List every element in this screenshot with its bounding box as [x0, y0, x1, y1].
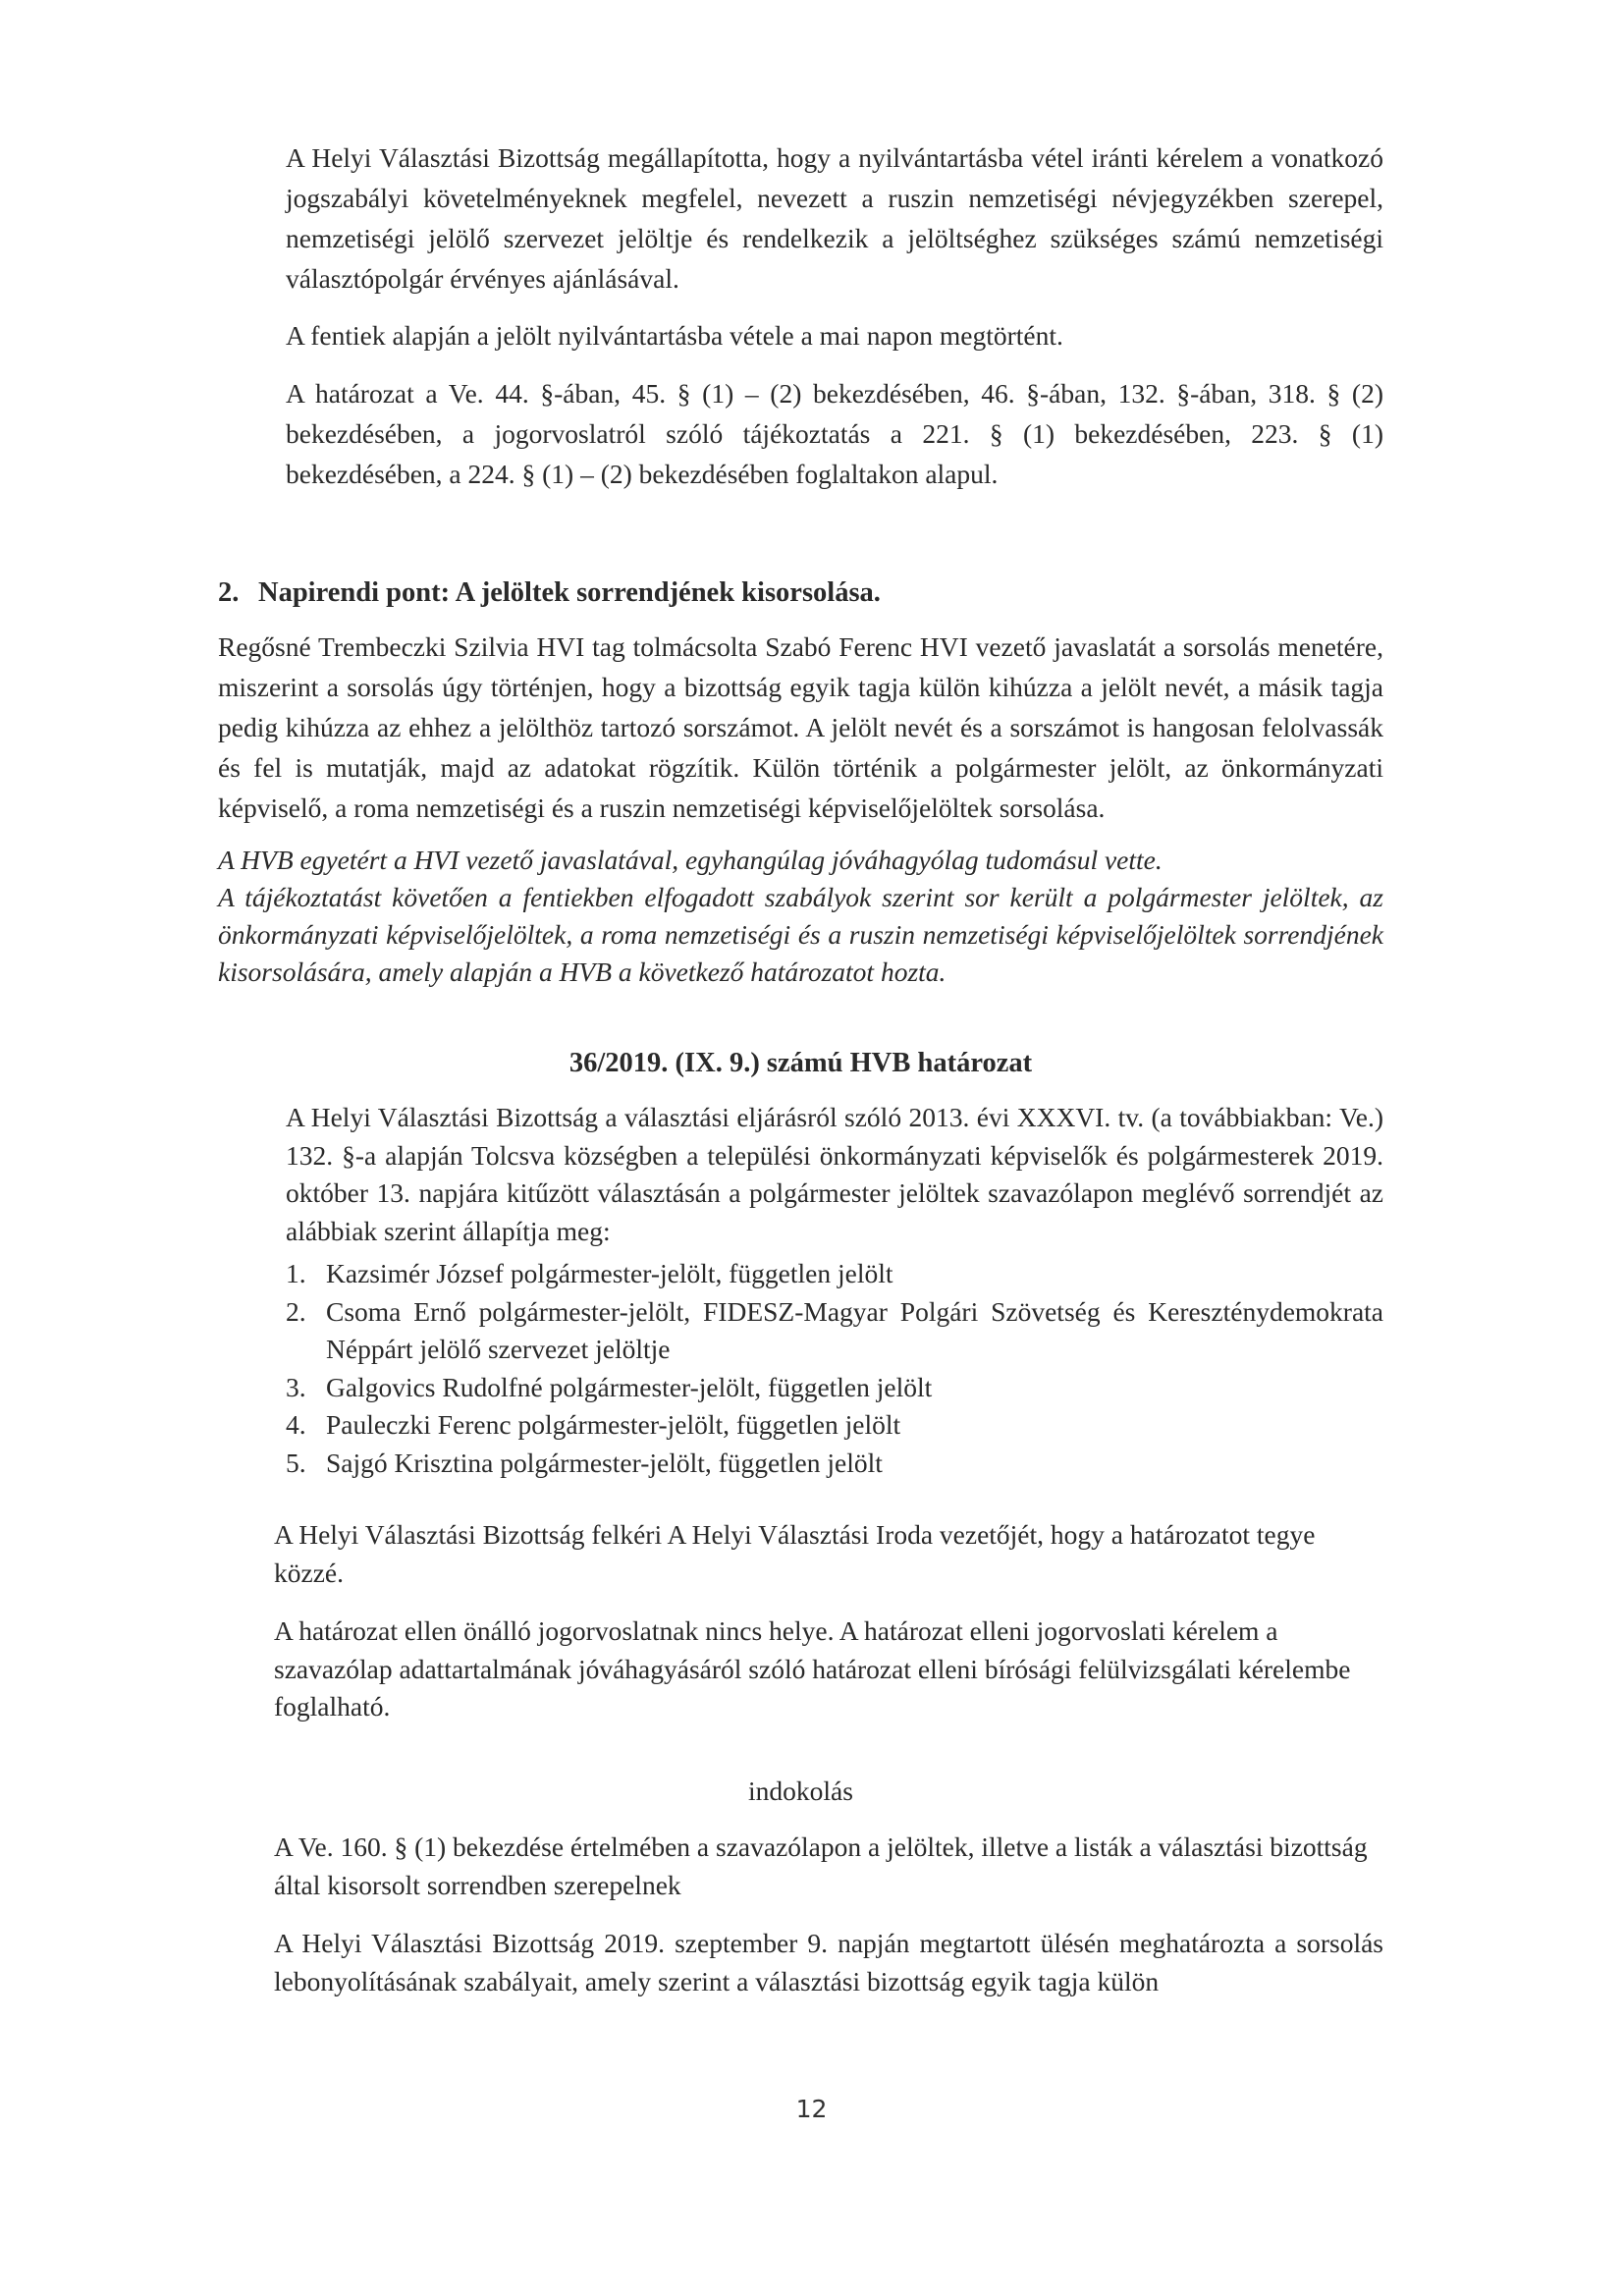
list-item-text: Csoma Ernő polgármester-jelölt, FIDESZ-Magyar Polgári Szövetség és Kereszténydemokrata Néppárt jelölő szervezet jelöltje: [326, 1295, 1383, 1364]
list-item-text: Pauleczki Ferenc polgármester-jelölt, független jelölt: [326, 1409, 901, 1440]
agenda-heading: [218, 573, 1396, 613]
paragraph-legal-basis: A határozat a Ve. 44. §-ában, 45. § (1) – (2) bekezdésében, 46. §-ában, 132. §-ában, 318. § (2) bekezdésében, a jogorvoslatról szóló tájékoztatás a 221. § (1) bekezdésében, 223. § (1) bekezdésében, a 224. § (1) – (2) bekezdésében foglaltakon alapul.: [286, 378, 1383, 489]
list-item-number: 4.: [286, 1409, 306, 1440]
list-item: [286, 1445, 1383, 1483]
list-item-number: 5.: [286, 1447, 306, 1478]
page-number: 12: [795, 2095, 828, 2123]
resolution-title: 36/2019. (IX. 9.) számú HVB határozat: [568, 1048, 1033, 1078]
agenda-number: 2.: [218, 577, 240, 608]
list-item-number: 1.: [286, 1258, 306, 1288]
list-item-number: 3.: [286, 1371, 306, 1402]
italic-approval: A HVB egyetért a HVI vezető javaslatával, egyhangúlag jóváhagyólag tudomásul vette.: [218, 845, 1163, 875]
paragraph-registration: A fentiek alapján a jelölt nyilvántartásba vétele a mai napon megtörtént.: [286, 320, 1063, 351]
list-item: [286, 1406, 1383, 1445]
candidate-list: [286, 1255, 1383, 1482]
paragraph-reasoning-2: A Helyi Választási Bizottság 2019. szeptember 9. napján megtartott ülésén meghatározta a sorsolás lebonyolításának szabályait, amely szerint a választási bizottság egyik tagja külön: [274, 1928, 1383, 1996]
reasoning-heading: indokolás: [748, 1776, 853, 1806]
resolution-intro: A Helyi Választási Bizottság a választási eljárásról szóló 2013. évi XXXVI. tv. (a továbbiakban: Ve.) 132. §-a alapján Tolcsva községben a települési önkormányzati képviselők és polgármesterek 2019. október 13. napjára kitűzött választásán a polgármester jelöltek szavazólapon meglévő sorrendjét az alábbiak szerint állapítja meg:: [286, 1102, 1383, 1246]
list-item-number: 2.: [286, 1295, 306, 1327]
paragraph-verification: A Helyi Választási Bizottság megállapította, hogy a nyilvántartásba vétel iránti kérelem a vonatkozó jogszabályi követelményeknek megfelel, nevezett a ruszin nemzetiségi névjegyzékben szerepel, nemzetiségi jelölő szervezet jelöltje és rendelkezik a jelöltséghez szükséges számú nemzetiségi választópolgár érvényes ajánlásával.: [286, 142, 1383, 294]
list-item: [286, 1369, 1383, 1407]
list-item: [286, 1293, 1383, 1369]
list-item-text: Sajgó Krisztina polgármester-jelölt, független jelölt: [326, 1447, 883, 1478]
list-item-text: Galgovics Rudolfné polgármester-jelölt, független jelölt: [326, 1371, 933, 1402]
paragraph-remedy: A határozat ellen önálló jogorvoslatnak nincs helye. A határozat elleni jogorvoslati kérelem a szavazólap adattartalmának jóváhagyásáról szóló határozat elleni bírósági felülvizsgálati kérelembe foglalható.: [274, 1615, 1351, 1722]
paragraph-discussion: Regősné Trembeczki Szilvia HVI tag tolmácsolta Szabó Ferenc HVI vezető javaslatát a sorsolás menetére, miszerint a sorsolás úgy történjen, hogy a bizottság egyik tagja külön kihúzza a jelölt nevét, a másik tagja pedig kihúzza az ehhez a jelölthöz tartozó sorszámot. A jelölt nevét és a sorszámot is hangosan felolvassák és fel is mutatják, majd az adatokat rögzítik. Külön történik a polgármester jelölt, az önkormányzati képviselő, a roma nemzetiségi és a ruszin nemzetiségi képviselőjelöltek sorsolása.: [218, 631, 1383, 823]
agenda-title: Napirendi pont: A jelöltek sorrendjének kisorsolása.: [258, 577, 881, 608]
list-item-text: Kazsimér József polgármester-jelölt, független jelölt: [326, 1258, 893, 1288]
list-item: [286, 1255, 1383, 1293]
paragraph-publication-request: A Helyi Választási Bizottság felkéri A Helyi Választási Iroda vezetőjét, hogy a határozatot tegye közzé.: [274, 1519, 1316, 1588]
italic-summary: A tájékoztatást követően a fentiekben elfogadott szabályok szerint sor került a polgármester jelöltek, az önkormányzati képviselőjelöltek, a roma nemzetiségi és a ruszin nemzetiségi képviselőjelöltek sorrendjének kisorsolására, amely alapján a HVB a következő határozatot hozta.: [218, 882, 1383, 987]
paragraph-reasoning-1: A Ve. 160. § (1) bekezdése értelmében a szavazólapon a jelöltek, illetve a listák a választási bizottság által kisorsolt sorrendben szerepelnek: [274, 1831, 1368, 1900]
